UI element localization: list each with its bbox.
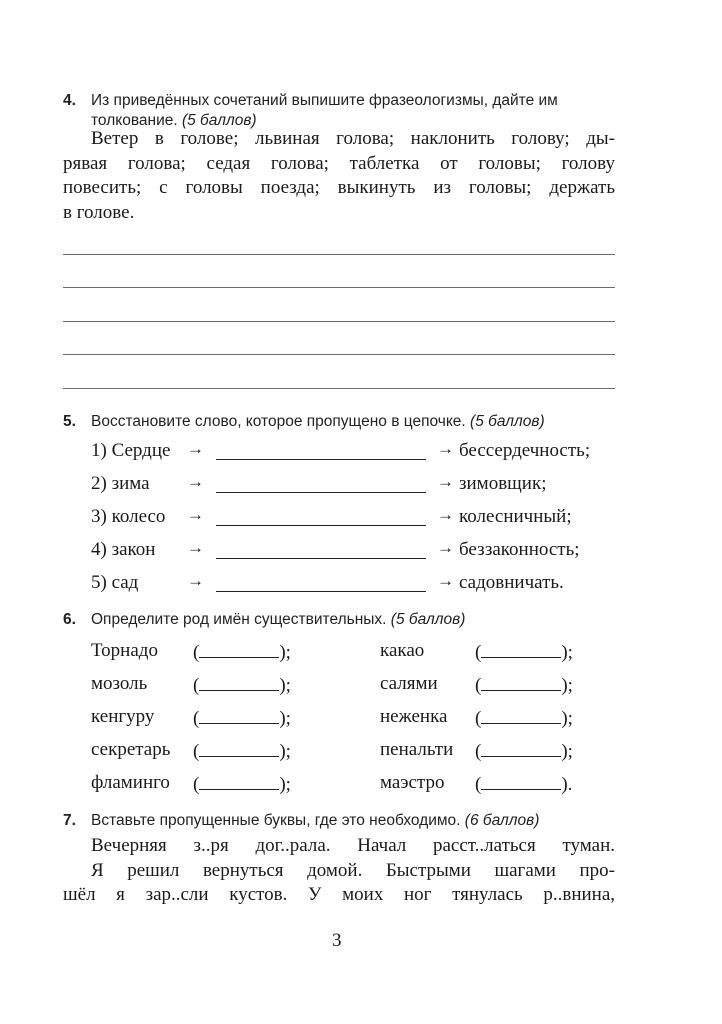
gender-answer: [475, 739, 573, 763]
task-6-header: [63, 610, 465, 630]
noun: кенгуру: [91, 706, 155, 727]
arrow-right-icon: →: [437, 472, 454, 491]
task-number: 4.: [63, 92, 76, 109]
gender-blank[interactable]: [481, 673, 561, 691]
gender-blank[interactable]: [199, 673, 279, 691]
chain-start: 2) зима: [91, 473, 150, 494]
text-line: Вечерняя з..ря дог..рала. Начал расст..латься туман.: [91, 835, 615, 856]
open-paren: (: [193, 741, 200, 762]
chain-blank[interactable]: [216, 459, 426, 460]
gender-answer: [193, 739, 291, 763]
close-paren: );: [279, 774, 291, 795]
chain-row: [91, 473, 621, 497]
arrow-right-icon: →: [437, 439, 454, 458]
gender-row: [91, 640, 611, 664]
task-instruction: Определите род имён существительных.: [91, 611, 387, 628]
text-line: шёл я зар..сли кустов. У моих ног тянулась р..внина,: [63, 884, 615, 905]
task-number: 7.: [63, 812, 76, 829]
task-points: (5 баллов): [390, 611, 466, 628]
gender-blank[interactable]: [199, 772, 279, 790]
gender-answer: [193, 772, 291, 796]
noun: какао: [380, 640, 425, 661]
task-number: 5.: [63, 413, 76, 430]
noun: салями: [380, 673, 438, 694]
close-paren: );: [279, 708, 291, 729]
chain-start: 1) Сердце: [91, 440, 171, 461]
gender-row: [91, 673, 611, 697]
chain-blank[interactable]: [216, 591, 426, 592]
chain-end: зимовщик;: [459, 473, 547, 494]
chain-end: садовничать.: [459, 572, 564, 593]
gender-blank[interactable]: [481, 772, 561, 790]
chain-start: 4) закон: [91, 539, 156, 560]
close-paren: );: [561, 741, 573, 762]
noun: мозоль: [91, 673, 148, 694]
answer-line-4[interactable]: [63, 354, 615, 355]
gender-answer: [475, 673, 573, 697]
answer-line-5[interactable]: [63, 388, 615, 389]
gender-answer: [193, 706, 291, 730]
close-paren: ).: [561, 774, 573, 795]
chain-row: [91, 572, 621, 596]
arrow-right-icon: →: [187, 472, 204, 491]
open-paren: (: [475, 708, 482, 729]
chain-start: 3) колесо: [91, 506, 166, 527]
open-paren: (: [475, 774, 482, 795]
task-instruction-continued: толкование.: [91, 112, 178, 129]
arrow-right-icon: →: [187, 571, 204, 590]
gender-answer: [193, 640, 291, 664]
open-paren: (: [193, 708, 200, 729]
text-line: рявая голова; седая голова; таблетка от головы; голову: [63, 152, 615, 174]
open-paren: (: [475, 675, 482, 696]
gender-blank[interactable]: [199, 640, 279, 658]
task-7-text: [63, 834, 615, 908]
task-points: (5 баллов): [470, 413, 545, 430]
answer-line-2[interactable]: [63, 287, 615, 288]
task-points: (6 баллов): [464, 812, 540, 829]
gender-blank[interactable]: [481, 640, 561, 658]
gender-answer: [475, 706, 573, 730]
gender-row: [91, 706, 611, 730]
task-4-header: [63, 91, 558, 131]
task-points: (5 баллов): [181, 112, 257, 129]
gender-answer: [193, 673, 291, 697]
gender-blank[interactable]: [199, 706, 279, 724]
task-4-text: [63, 127, 615, 225]
task-instruction: Из приведённых сочетаний выпишите фразеологизмы, дайте им: [91, 92, 558, 109]
close-paren: );: [279, 741, 291, 762]
text-line: Ветер в голове; львиная голова; наклонить голову; ды-: [91, 128, 615, 149]
chain-blank[interactable]: [216, 492, 426, 493]
chain-row: [91, 506, 621, 530]
noun: пенальти: [380, 739, 454, 760]
open-paren: (: [193, 774, 200, 795]
chain-blank[interactable]: [216, 558, 426, 559]
gender-blank[interactable]: [481, 739, 561, 757]
task-7-header: [63, 811, 539, 831]
gender-answer: [475, 772, 572, 796]
open-paren: (: [193, 675, 200, 696]
answer-line-1[interactable]: [63, 254, 615, 255]
close-paren: );: [561, 642, 573, 663]
page-number: 3: [332, 930, 342, 951]
task-5-header: [63, 412, 545, 432]
arrow-right-icon: →: [437, 505, 454, 524]
text-line: в голове.: [63, 201, 135, 223]
gender-blank[interactable]: [199, 739, 279, 757]
close-paren: );: [279, 675, 291, 696]
gender-row: [91, 772, 611, 796]
close-paren: );: [561, 675, 573, 696]
chain-blank[interactable]: [216, 525, 426, 526]
task-instruction: Вставьте пропущенные буквы, где это необходимо.: [91, 812, 461, 829]
arrow-right-icon: →: [187, 439, 204, 458]
arrow-right-icon: →: [187, 538, 204, 557]
noun: неженка: [380, 706, 448, 727]
chain-start: 5) сад: [91, 572, 139, 593]
chain-end: беззаконность;: [459, 539, 580, 560]
open-paren: (: [475, 741, 482, 762]
noun: фламинго: [91, 772, 170, 793]
chain-end: колесничный;: [459, 506, 572, 527]
gender-row: [91, 739, 611, 763]
noun: маэстро: [380, 772, 445, 793]
noun: Торнадо: [91, 640, 158, 661]
close-paren: );: [561, 708, 573, 729]
gender-blank[interactable]: [481, 706, 561, 724]
task-instruction: Восстановите слово, которое пропущено в цепочке.: [91, 413, 466, 430]
noun: секретарь: [91, 739, 171, 760]
open-paren: (: [193, 642, 200, 663]
text-line: повесить; с головы поезда; выкинуть из головы; держать: [63, 177, 615, 198]
arrow-right-icon: →: [437, 538, 454, 557]
task-number: 6.: [63, 611, 76, 628]
gender-answer: [475, 640, 573, 664]
arrow-right-icon: →: [187, 505, 204, 524]
text-line: Я решил вернуться домой. Быстрыми шагами про-: [91, 859, 615, 881]
answer-line-3[interactable]: [63, 321, 615, 322]
chain-row: [91, 440, 621, 464]
arrow-right-icon: →: [437, 571, 454, 590]
chain-end: бессердечность;: [459, 440, 591, 461]
open-paren: (: [475, 642, 482, 663]
chain-row: [91, 539, 621, 563]
close-paren: );: [279, 642, 291, 663]
